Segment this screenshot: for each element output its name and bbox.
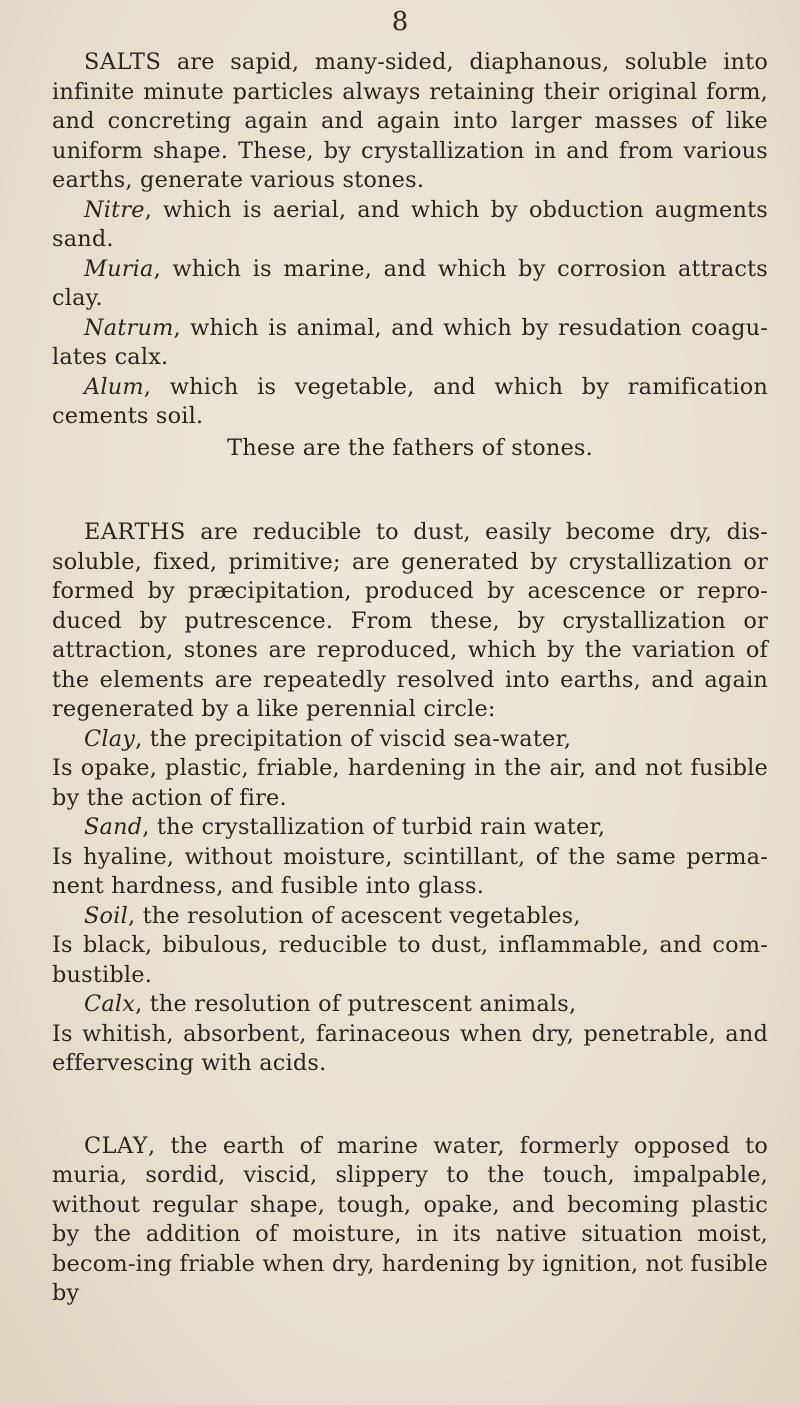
earth-term: Soil bbox=[84, 902, 128, 929]
salt-term: Nitre bbox=[84, 196, 145, 223]
earth-origin: , the crystallization of turbid rain water, bbox=[142, 814, 606, 840]
salt-item-natrum bbox=[52, 314, 768, 373]
salts-conclusion: These are the fathers of stones. bbox=[227, 434, 593, 461]
salts-heading: SALTS bbox=[84, 49, 162, 75]
page-number: 8 bbox=[391, 7, 409, 37]
earths-paragraph bbox=[52, 518, 768, 725]
section-gap bbox=[52, 463, 768, 518]
earth-properties-calx: Is whitish, absorbent, farinaceous when dry, penetrable, and effervescing with acids. bbox=[52, 1020, 768, 1076]
salt-term: Muria bbox=[84, 255, 154, 282]
body-text bbox=[52, 48, 768, 1309]
clay-paragraph bbox=[52, 1132, 768, 1309]
earth-origin: , the resolution of acescent vegetables, bbox=[127, 902, 581, 929]
earth-item-soil bbox=[52, 902, 768, 932]
earth-item-clay bbox=[52, 725, 768, 755]
salt-description: , which is vegetable, and which by ramification cements soil. bbox=[52, 373, 768, 429]
earth-origin: , the precipitation of viscid sea-water, bbox=[135, 725, 572, 752]
salt-item-muria bbox=[52, 255, 768, 314]
earths-intro: are reducible to dust, easily become dry, dis-soluble, fixed, primitive; are generated by crystallization or formed by præcipitation, produced by acescence or repro-duced by putrescence. From these, by crystallization or attraction, stones are reproduced, which by the variation of the elements are repeatedly resolved into earths, and again regenerated by a like perennial circle: bbox=[52, 519, 768, 722]
salt-description: , which is aerial, and which by obduction augments sand. bbox=[52, 196, 768, 252]
earth-item-sand bbox=[52, 813, 768, 843]
earth-term: Clay bbox=[84, 725, 136, 752]
salt-item-alum bbox=[52, 373, 768, 432]
earth-properties-soil: Is black, bibulous, reducible to dust, inflammable, and com-bustible. bbox=[52, 932, 768, 988]
earth-item-calx bbox=[52, 990, 768, 1020]
salt-term: Natrum bbox=[84, 314, 174, 341]
salts-paragraph bbox=[52, 48, 768, 196]
earth-properties-clay: Is opake, plastic, friable, hardening in the air, and not fusible by the action of fire. bbox=[52, 755, 768, 811]
salt-item-nitre bbox=[52, 196, 768, 255]
earth-term: Calx bbox=[84, 991, 136, 1017]
salt-term: Alum bbox=[84, 373, 144, 400]
salt-description: , which is animal, and which by resudation coagu-lates calx. bbox=[52, 314, 768, 370]
earth-origin: , the resolution of putrescent animals, bbox=[135, 991, 577, 1017]
section-gap bbox=[52, 1079, 768, 1132]
clay-heading: CLAY bbox=[84, 1132, 149, 1159]
clay-text: , the earth of marine water, formerly opposed to muria, sordid, viscid, slippery to the touch, impalpable, without regular shape, tough, opake, and becoming plastic by the addition of moisture, in its native situation moist, becom-ing friable when dry, hardening by ignition, not fusible by bbox=[52, 1132, 768, 1306]
earth-properties-sand: Is hyaline, without moisture, scintillant, of the same perma-nent hardness, and fusible into glass. bbox=[52, 843, 768, 899]
earth-term: Sand bbox=[84, 814, 143, 840]
salt-description: , which is marine, and which by corrosion attracts clay. bbox=[52, 255, 768, 311]
salts-intro: are sapid, many-sided, diaphanous, soluble into infinite minute particles always retaining their original form, and concreting again and again into larger masses of like uniform shape. These, by crystallization in and from various earths, generate various stones. bbox=[52, 49, 768, 193]
earths-heading: EARTHS bbox=[84, 519, 186, 545]
